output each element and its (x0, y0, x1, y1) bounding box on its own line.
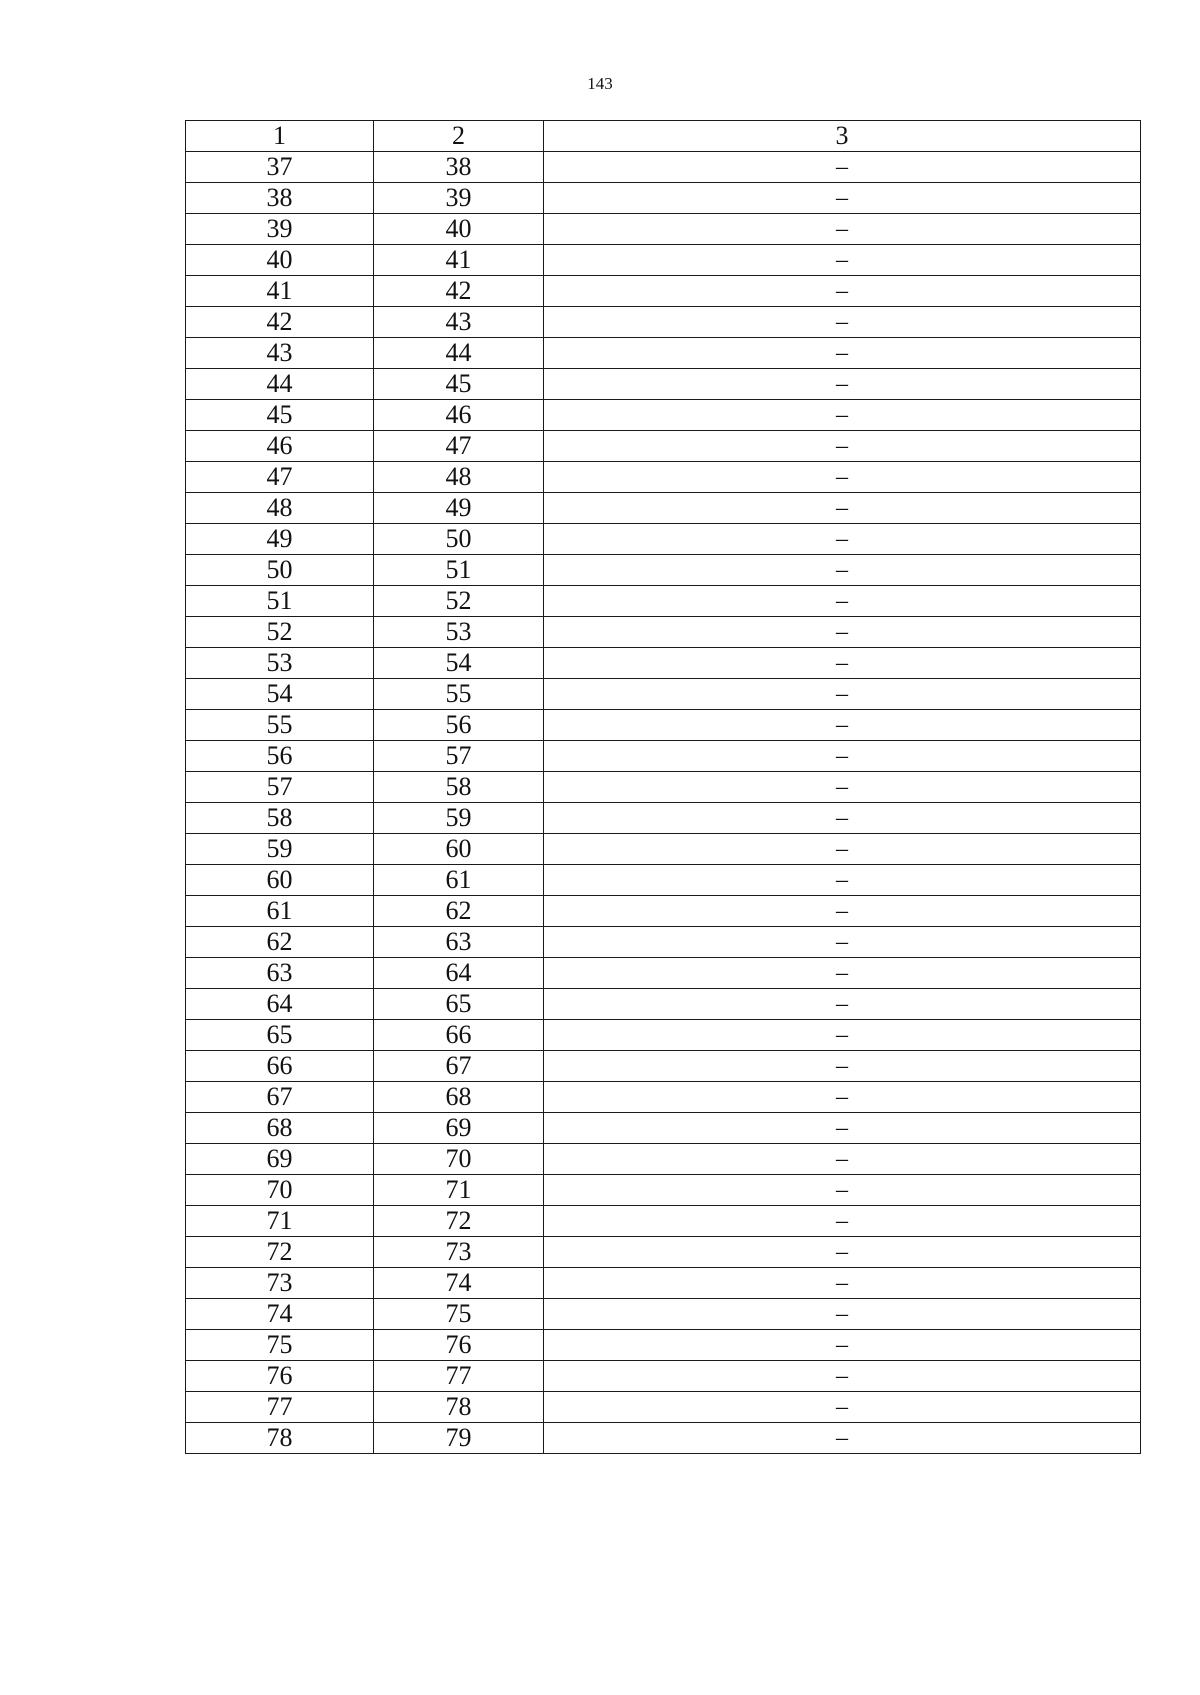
table-cell: 52 (186, 617, 374, 648)
table-cell-dash: – (544, 493, 1141, 524)
table-row (186, 1423, 1141, 1454)
table-cell: 66 (374, 1020, 544, 1051)
table-row (186, 1330, 1141, 1361)
table-cell: 39 (374, 183, 544, 214)
table-cell: 71 (186, 1206, 374, 1237)
table-cell-dash: – (544, 834, 1141, 865)
table-cell: 58 (186, 803, 374, 834)
table-cell: 52 (374, 586, 544, 617)
table-cell-dash: – (544, 1361, 1141, 1392)
table-cell: 73 (186, 1268, 374, 1299)
table-cell: 71 (374, 1175, 544, 1206)
table-header-row (186, 121, 1141, 152)
table-row (186, 1361, 1141, 1392)
table-row (186, 369, 1141, 400)
table-row (186, 710, 1141, 741)
table-row (186, 896, 1141, 927)
table-row (186, 803, 1141, 834)
table-cell: 39 (186, 214, 374, 245)
table-row (186, 741, 1141, 772)
table-cell: 68 (186, 1113, 374, 1144)
table-cell: 65 (374, 989, 544, 1020)
table-cell-dash: – (544, 276, 1141, 307)
table-row (186, 927, 1141, 958)
table-cell-dash: – (544, 1299, 1141, 1330)
table-cell: 55 (374, 679, 544, 710)
table-cell: 65 (186, 1020, 374, 1051)
data-table-container (185, 120, 1140, 1454)
table-cell: 45 (186, 400, 374, 431)
table-cell-dash: – (544, 772, 1141, 803)
table-cell-dash: – (544, 1330, 1141, 1361)
table-cell: 42 (374, 276, 544, 307)
table-cell: 46 (186, 431, 374, 462)
table-cell: 66 (186, 1051, 374, 1082)
table-cell: 46 (374, 400, 544, 431)
table-cell: 69 (186, 1144, 374, 1175)
table-cell: 60 (186, 865, 374, 896)
table-cell: 79 (374, 1423, 544, 1454)
table-cell-dash: – (544, 648, 1141, 679)
table-row (186, 865, 1141, 896)
table-cell: 50 (186, 555, 374, 586)
table-cell: 45 (374, 369, 544, 400)
table-cell: 78 (374, 1392, 544, 1423)
table-cell-dash: – (544, 1020, 1141, 1051)
table-row (186, 214, 1141, 245)
table-row (186, 462, 1141, 493)
table-cell: 57 (186, 772, 374, 803)
table-row (186, 307, 1141, 338)
column-header: 3 (544, 121, 1141, 152)
table-cell: 60 (374, 834, 544, 865)
table-cell: 53 (374, 617, 544, 648)
table-row (186, 1392, 1141, 1423)
table-cell: 64 (186, 989, 374, 1020)
table-cell: 54 (374, 648, 544, 679)
table-cell: 63 (186, 958, 374, 989)
table-cell: 37 (186, 152, 374, 183)
table-row (186, 245, 1141, 276)
table-cell: 48 (186, 493, 374, 524)
table-row (186, 555, 1141, 586)
table-row (186, 834, 1141, 865)
table-cell-dash: – (544, 400, 1141, 431)
table-cell: 64 (374, 958, 544, 989)
table-body (186, 121, 1141, 1454)
table-cell-dash: – (544, 1268, 1141, 1299)
table-cell-dash: – (544, 214, 1141, 245)
table-cell-dash: – (544, 245, 1141, 276)
table-cell-dash: – (544, 183, 1141, 214)
table-cell: 38 (186, 183, 374, 214)
table-cell: 42 (186, 307, 374, 338)
table-cell-dash: – (544, 431, 1141, 462)
table-cell: 51 (186, 586, 374, 617)
table-cell: 41 (374, 245, 544, 276)
table-row (186, 1082, 1141, 1113)
table-row (186, 493, 1141, 524)
table-cell-dash: – (544, 1206, 1141, 1237)
table-cell-dash: – (544, 555, 1141, 586)
table-cell-dash: – (544, 1051, 1141, 1082)
table-cell-dash: – (544, 1113, 1141, 1144)
table-cell: 40 (374, 214, 544, 245)
table-cell: 47 (186, 462, 374, 493)
table-cell: 57 (374, 741, 544, 772)
table-cell: 68 (374, 1082, 544, 1113)
table-cell: 62 (374, 896, 544, 927)
table-cell-dash: – (544, 462, 1141, 493)
table-row (186, 1020, 1141, 1051)
table-cell-dash: – (544, 679, 1141, 710)
table-row (186, 183, 1141, 214)
table-row (186, 524, 1141, 555)
table-cell-dash: – (544, 152, 1141, 183)
table-cell: 49 (374, 493, 544, 524)
table-cell: 75 (186, 1330, 374, 1361)
table-cell: 78 (186, 1423, 374, 1454)
table-cell-dash: – (544, 741, 1141, 772)
table-cell-dash: – (544, 1392, 1141, 1423)
table-row (186, 152, 1141, 183)
table-cell: 70 (186, 1175, 374, 1206)
table-cell: 56 (186, 741, 374, 772)
table-row (186, 276, 1141, 307)
table-row (186, 958, 1141, 989)
table-cell: 55 (186, 710, 374, 741)
table-cell-dash: – (544, 989, 1141, 1020)
table-row (186, 1144, 1141, 1175)
table-cell-dash: – (544, 338, 1141, 369)
table-cell-dash: – (544, 1144, 1141, 1175)
table-cell: 77 (374, 1361, 544, 1392)
table-cell: 58 (374, 772, 544, 803)
table-cell: 72 (374, 1206, 544, 1237)
table-cell: 74 (374, 1268, 544, 1299)
table-cell-dash: – (544, 865, 1141, 896)
table-cell-dash: – (544, 1423, 1141, 1454)
table-cell: 62 (186, 927, 374, 958)
table-cell: 75 (374, 1299, 544, 1330)
table-cell: 74 (186, 1299, 374, 1330)
table-cell-dash: – (544, 1237, 1141, 1268)
table-cell: 76 (374, 1330, 544, 1361)
column-header: 1 (186, 121, 374, 152)
table-row (186, 1268, 1141, 1299)
table-cell: 54 (186, 679, 374, 710)
table-cell-dash: – (544, 586, 1141, 617)
table-cell: 51 (374, 555, 544, 586)
data-table (185, 120, 1141, 1454)
table-cell: 40 (186, 245, 374, 276)
table-cell: 77 (186, 1392, 374, 1423)
table-row (186, 1051, 1141, 1082)
table-row (186, 1237, 1141, 1268)
table-cell: 38 (374, 152, 544, 183)
table-cell: 73 (374, 1237, 544, 1268)
table-row (186, 679, 1141, 710)
table-row (186, 431, 1141, 462)
table-cell: 61 (186, 896, 374, 927)
table-cell: 61 (374, 865, 544, 896)
table-cell-dash: – (544, 524, 1141, 555)
table-cell-dash: – (544, 1082, 1141, 1113)
table-cell-dash: – (544, 710, 1141, 741)
table-row (186, 1299, 1141, 1330)
table-cell-dash: – (544, 1175, 1141, 1206)
table-row (186, 617, 1141, 648)
table-cell: 56 (374, 710, 544, 741)
table-cell: 76 (186, 1361, 374, 1392)
table-row (186, 586, 1141, 617)
table-cell: 43 (186, 338, 374, 369)
table-cell: 59 (186, 834, 374, 865)
table-cell: 53 (186, 648, 374, 679)
table-row (186, 1113, 1141, 1144)
table-cell: 70 (374, 1144, 544, 1175)
table-cell-dash: – (544, 803, 1141, 834)
table-cell: 49 (186, 524, 374, 555)
table-row (186, 400, 1141, 431)
table-cell: 48 (374, 462, 544, 493)
table-row (186, 772, 1141, 803)
table-cell: 67 (374, 1051, 544, 1082)
table-cell: 43 (374, 307, 544, 338)
table-cell-dash: – (544, 896, 1141, 927)
table-row (186, 648, 1141, 679)
table-cell: 59 (374, 803, 544, 834)
table-row (186, 989, 1141, 1020)
table-cell: 67 (186, 1082, 374, 1113)
table-row (186, 1206, 1141, 1237)
column-header: 2 (374, 121, 544, 152)
page-number: 143 (587, 74, 613, 93)
table-cell-dash: – (544, 927, 1141, 958)
table-cell: 41 (186, 276, 374, 307)
table-cell: 44 (374, 338, 544, 369)
table-cell: 63 (374, 927, 544, 958)
table-row (186, 338, 1141, 369)
table-cell: 69 (374, 1113, 544, 1144)
table-cell-dash: – (544, 958, 1141, 989)
table-cell-dash: – (544, 307, 1141, 338)
table-cell-dash: – (544, 617, 1141, 648)
table-cell: 72 (186, 1237, 374, 1268)
table-row (186, 1175, 1141, 1206)
table-cell: 47 (374, 431, 544, 462)
table-cell: 44 (186, 369, 374, 400)
table-cell-dash: – (544, 369, 1141, 400)
table-cell: 50 (374, 524, 544, 555)
